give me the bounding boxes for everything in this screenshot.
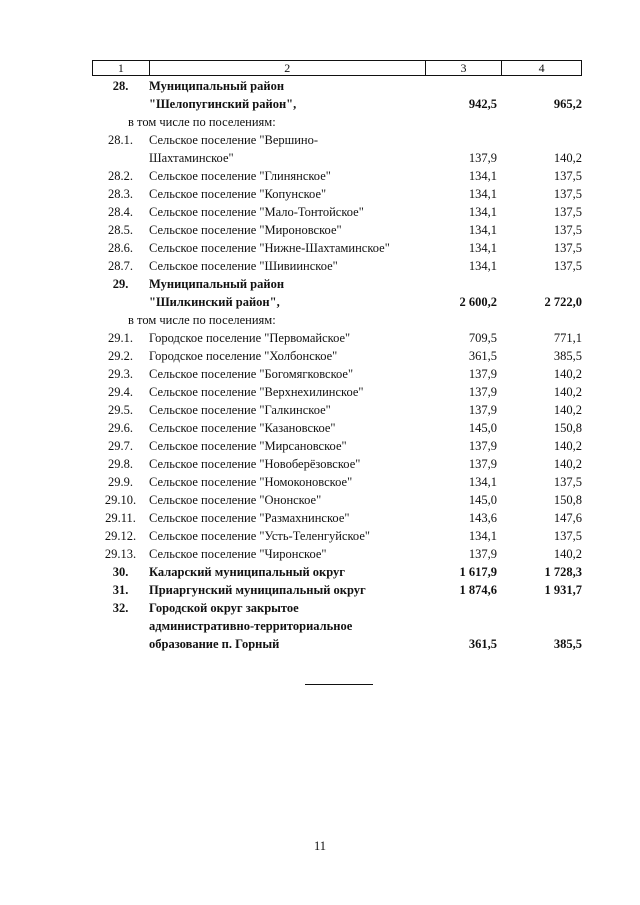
- row-number: 29.13.: [104, 547, 137, 561]
- header-col-1: 1: [93, 61, 150, 75]
- row-number: 29.8.: [108, 457, 133, 471]
- row-value-col-4: 137,5: [553, 475, 582, 489]
- row-name: Сельское поселение "Галкинское": [149, 403, 331, 417]
- table-row: [0, 401, 640, 419]
- row-name: Городское поселение "Холбонское": [149, 349, 338, 363]
- table-header-row: [92, 60, 582, 76]
- row-number: 28.2.: [108, 169, 133, 183]
- row-number: 32.: [112, 601, 129, 615]
- table-row: [0, 599, 640, 653]
- table-row: [0, 347, 640, 365]
- row-name: Муниципальный район: [149, 79, 285, 93]
- row-number: 28.1.: [108, 133, 133, 147]
- table-row: [0, 563, 640, 581]
- row-value-col-3: 137,9: [468, 457, 497, 471]
- row-value-col-3: 145,0: [468, 493, 497, 507]
- row-name: Сельское поселение "Копунское": [149, 187, 327, 201]
- row-value-col-4: 137,5: [553, 529, 582, 543]
- table-row: [0, 545, 640, 563]
- table-row: [0, 185, 640, 203]
- row-number: 29.9.: [108, 475, 133, 489]
- row-name: Сельское поселение "Номоконовское": [149, 475, 353, 489]
- row-value-col-3: 1 874,6: [459, 583, 497, 597]
- row-name: "Шелопугинский район",: [149, 97, 297, 111]
- row-value-col-4: 2 722,0: [544, 295, 582, 309]
- table-row: [0, 77, 640, 95]
- page-number: 11: [313, 839, 327, 853]
- row-value-col-3: 134,1: [468, 169, 497, 183]
- table-row: [0, 419, 640, 437]
- header-col-4: 4: [538, 61, 545, 75]
- row-name: Сельское поселение "Усть-Теленгуйское": [149, 529, 370, 543]
- table-body: [0, 77, 640, 653]
- table-row: [0, 383, 640, 401]
- row-value-col-4: 140,2: [553, 547, 582, 561]
- row-number: 29.5.: [108, 403, 133, 417]
- row-name: Сельское поселение "Чиронское": [149, 547, 327, 561]
- table-row: [0, 221, 640, 239]
- table-row: [0, 329, 640, 347]
- row-number: 28.: [112, 79, 129, 93]
- row-name: Городское поселение "Первомайское": [149, 331, 351, 345]
- row-number: 31.: [112, 583, 129, 597]
- row-value-col-3: 134,1: [468, 187, 497, 201]
- row-value-col-4: 140,2: [553, 403, 582, 417]
- row-value-col-4: 771,1: [553, 331, 582, 345]
- row-value-col-4: 147,6: [553, 511, 582, 525]
- table-row: [0, 167, 640, 185]
- row-number: 30.: [112, 565, 129, 579]
- row-value-col-3: 137,9: [468, 151, 497, 165]
- row-name: Приаргунский муниципальный округ: [149, 583, 366, 597]
- table-row: [0, 527, 640, 545]
- table-row: [0, 509, 640, 527]
- table-row: [0, 581, 640, 599]
- row-name: Сельское поселение "Глинянское": [149, 169, 331, 183]
- row-name: Сельское поселение "Верхнехилинское": [149, 385, 364, 399]
- table-row: [0, 95, 640, 113]
- row-number: 29.3.: [108, 367, 133, 381]
- row-name: "Шилкинский район",: [149, 295, 280, 309]
- row-number: 29.12.: [104, 529, 137, 543]
- row-value-col-4: 140,2: [553, 151, 582, 165]
- row-value-col-4: 137,5: [553, 187, 582, 201]
- row-value-col-3: 709,5: [468, 331, 497, 345]
- row-value-col-3: 137,9: [468, 385, 497, 399]
- table-row: [0, 437, 640, 455]
- row-number: 29.: [112, 277, 129, 291]
- row-value-col-3: 942,5: [468, 97, 497, 111]
- row-number: 29.7.: [108, 439, 133, 453]
- row-value-col-4: 1 931,7: [544, 583, 582, 597]
- row-value-col-3: 361,5: [468, 349, 497, 363]
- row-value-col-3: 1 617,9: [459, 565, 497, 579]
- row-value-col-4: 137,5: [553, 223, 582, 237]
- table-row: [0, 113, 640, 131]
- row-number: 29.1.: [108, 331, 133, 345]
- row-value-col-4: 137,5: [553, 169, 582, 183]
- table-row: [0, 311, 640, 329]
- row-name: Каларский муниципальный округ: [149, 565, 345, 579]
- row-value-col-3: 137,9: [468, 547, 497, 561]
- row-name: Сельское поселение "Размахнинское": [149, 511, 350, 525]
- table-row: [0, 365, 640, 383]
- header-col-3: 3: [426, 61, 503, 75]
- row-number: 29.11.: [105, 511, 136, 525]
- row-value-col-3: 137,9: [468, 367, 497, 381]
- row-value-col-3: 137,9: [468, 439, 497, 453]
- row-value-col-4: 150,8: [553, 421, 582, 435]
- row-name: в том числе по поселениям:: [128, 115, 276, 129]
- row-name: Сельское поселение "Мирсановское": [149, 439, 347, 453]
- row-number: 28.3.: [108, 187, 133, 201]
- row-name: Сельское поселение "Ононское": [149, 493, 322, 507]
- row-value-col-4: 137,5: [553, 259, 582, 273]
- row-number: 28.4.: [108, 205, 133, 219]
- row-value-col-3: 137,9: [468, 403, 497, 417]
- row-name: Сельское поселение "Вершино- Шахтаминское": [149, 133, 319, 165]
- row-name: Сельское поселение "Казановское": [149, 421, 336, 435]
- row-name: Сельское поселение "Богомягковское": [149, 367, 354, 381]
- row-name: Муниципальный район: [149, 277, 285, 291]
- row-value-col-4: 140,2: [553, 367, 582, 381]
- table-row: [0, 491, 640, 509]
- header-col-2: 2: [150, 61, 426, 75]
- row-number: 29.2.: [108, 349, 133, 363]
- row-name: Сельское поселение "Мало-Тонтойское": [149, 205, 364, 219]
- table-row: [0, 473, 640, 491]
- row-number: 28.5.: [108, 223, 133, 237]
- row-value-col-4: 150,8: [553, 493, 582, 507]
- row-value-col-3: 361,5: [468, 637, 497, 651]
- table-row: [0, 455, 640, 473]
- row-number: 29.6.: [108, 421, 133, 435]
- row-value-col-3: 143,6: [468, 511, 497, 525]
- table-row: [0, 131, 640, 167]
- table-row: [0, 257, 640, 275]
- table-row: [0, 275, 640, 293]
- row-name: Городской округ закрытое административно-территориальное образование п. Горный: [149, 601, 353, 651]
- row-value-col-3: 2 600,2: [459, 295, 497, 309]
- row-value-col-3: 134,1: [468, 223, 497, 237]
- end-rule: [305, 684, 373, 685]
- row-value-col-3: 145,0: [468, 421, 497, 435]
- row-value-col-4: 140,2: [553, 385, 582, 399]
- row-value-col-3: 134,1: [468, 241, 497, 255]
- row-value-col-4: 1 728,3: [544, 565, 582, 579]
- table-row: [0, 293, 640, 311]
- row-number: 29.4.: [108, 385, 133, 399]
- table-row: [0, 239, 640, 257]
- row-value-col-3: 134,1: [468, 205, 497, 219]
- row-name: в том числе по поселениям:: [128, 313, 276, 327]
- row-value-col-4: 140,2: [553, 457, 582, 471]
- row-name: Сельское поселение "Нижне-Шахтаминское": [149, 241, 390, 255]
- row-name: Сельское поселение "Шивиинское": [149, 259, 338, 273]
- row-value-col-3: 134,1: [468, 529, 497, 543]
- row-value-col-4: 137,5: [553, 205, 582, 219]
- row-number: 29.10.: [104, 493, 137, 507]
- row-number: 28.6.: [108, 241, 133, 255]
- table-row: [0, 203, 640, 221]
- row-value-col-3: 134,1: [468, 475, 497, 489]
- row-name: Сельское поселение "Новоберёзовское": [149, 457, 361, 471]
- row-value-col-4: 385,5: [553, 637, 582, 651]
- row-value-col-4: 965,2: [553, 97, 582, 111]
- row-value-col-3: 134,1: [468, 259, 497, 273]
- row-name: Сельское поселение "Мироновское": [149, 223, 342, 237]
- row-value-col-4: 385,5: [553, 349, 582, 363]
- row-number: 28.7.: [108, 259, 133, 273]
- row-value-col-4: 140,2: [553, 439, 582, 453]
- row-value-col-4: 137,5: [553, 241, 582, 255]
